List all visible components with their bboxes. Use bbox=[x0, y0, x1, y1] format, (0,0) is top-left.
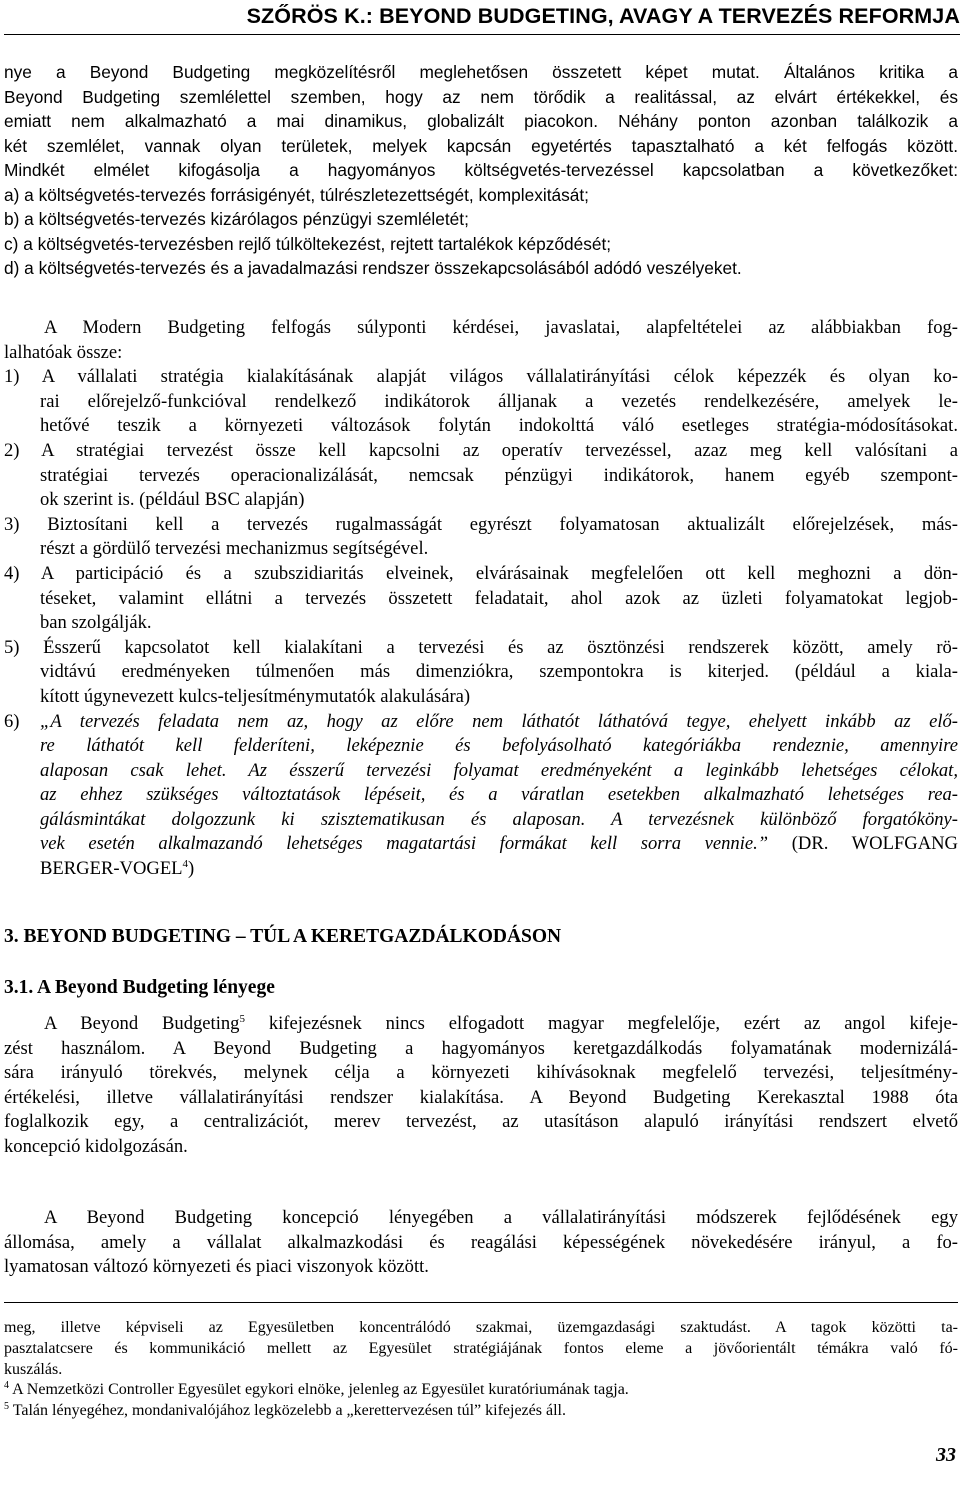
text-line: ok szerint is. (például BSC alapján) bbox=[40, 489, 305, 511]
body-paragraph-2 bbox=[4, 1206, 958, 1280]
text-line: vidtávú eredményeken túlmenően más dimenziókra, szempontokra is kiterjed. (például a kiala- bbox=[40, 661, 958, 683]
section-heading: 3. BEYOND BUDGETING – TÚL A KERETGAZDÁLKODÁSON bbox=[4, 926, 562, 947]
text-line: két szemlélet, vannak olyan területek, melyek kapcsán egyetértés tapasztalható a két felfogás között. bbox=[4, 135, 958, 156]
text-span: A Beyond Budgeting bbox=[44, 1013, 240, 1034]
footnote-text: A Nemzetközi Controller Egyesület egykori elnöke, jelenleg az Egyesület kuratóriumának tagja. bbox=[9, 1381, 629, 1399]
text-line: lyamatosan változó környezeti és piaci viszonyok között. bbox=[4, 1256, 429, 1278]
quote-line bbox=[4, 832, 958, 857]
header-rule bbox=[4, 34, 960, 35]
text-line: Beyond Budgeting szemlélettel szemben, hogy az nem törődik a realitással, az elvárt értékekkel, és bbox=[4, 86, 958, 107]
footnote-mark: 5 bbox=[4, 1401, 9, 1413]
text-span: kifejezésnek nincs elfogadott magyar megfelelője, ezért az angol kifeje- bbox=[244, 1013, 958, 1034]
footnote-4 bbox=[4, 1380, 958, 1401]
quote-line: re láthatót kell felderíteni, leképeznie és befolyásolható kategóriákba rendeznie, amennyire bbox=[40, 735, 958, 757]
page-number: 33 bbox=[936, 1444, 956, 1466]
footnote-mark: 4 bbox=[4, 1380, 9, 1392]
list-item-1: 1) A vállalati stratégia kialakításának alapját világos vállalatirányítási célok képezzék és olyan ko- bbox=[4, 366, 958, 388]
criticism-item-d: d) a költségvetés-tervezés és a javadalmazási rendszer összekapcsolásából adódó veszélyeket. bbox=[4, 258, 742, 279]
body-paragraph-1 bbox=[4, 1012, 958, 1160]
text-line: hetővé teszik a környezeti változások folytán indokolttá váló esetleges stratégia-módosításokat. bbox=[40, 415, 958, 437]
list-item-3: 3) Biztosítani kell a tervezés rugalmasságát egyrészt folyamatosan aktualizált előrejelzések, más- bbox=[4, 513, 958, 535]
quote-line: „A tervezés feladata nem az, hogy az előre nem láthatót láthatóvá tegye, ehelyett inkább az elő- bbox=[40, 710, 958, 732]
text-line: értékelési, illetve vállalatirányítási rendszer kialakítása. A Beyond Budgeting Kerekasztal 1988 óta bbox=[4, 1086, 958, 1108]
footnote-line: kuszálás. bbox=[4, 1360, 63, 1378]
text-line: ban szolgálják. bbox=[40, 612, 152, 634]
closing-paren: ) bbox=[188, 858, 195, 880]
quote-author-surname: BERGER-VOGEL bbox=[40, 858, 183, 880]
text-line: foglalkozik egy, a centralizációt, merev tervezést, az utasításon alapuló irányítási rendszert elvető bbox=[4, 1111, 958, 1133]
text-line: kított úgynevezett kulcs-teljesítménymutatók alakulására) bbox=[40, 685, 471, 707]
footnote-ref[interactable]: 5 bbox=[239, 1013, 245, 1025]
quote-author-name: (DR. WOLFGANG bbox=[768, 833, 958, 855]
criticism-item-c: c) a költségvetés-tervezésben rejlő túlköltekezést, rejtett tartalékok képződését; bbox=[4, 233, 612, 254]
modern-budgeting-section bbox=[4, 316, 958, 882]
running-header: SZŐRÖS K.: BEYOND BUDGETING, AVAGY A TERVEZÉS REFORMJA bbox=[246, 4, 960, 28]
list-item-6 bbox=[4, 710, 958, 882]
text-line: A Beyond Budgeting koncepció lényegében a vállalatirányítási módszerek fejlődésének egy bbox=[44, 1207, 958, 1228]
criticism-item-b: b) a költségvetés-tervezés kizárólagos pénzügyi szemléletét; bbox=[4, 209, 469, 230]
list-item-5: 5) Ésszerű kapcsolatot kell kialakítani a tervezési és az ösztönzési rendszerek között, amely rö- bbox=[4, 636, 958, 658]
quote-line: az ehhez szükséges változtatások lépéseit, és a váratlan esetekben alkalmazható lehetséges rea- bbox=[40, 784, 958, 806]
text-line: emiatt nem alkalmazható a mai dinamikus, globalizált piacokon. Néhány ponton azonban találkozik a bbox=[4, 111, 958, 132]
list-item-2: 2) A stratégiai tervezést össze kell kapcsolni az operatív tervezéssel, azaz meg kell valósítani a bbox=[4, 439, 958, 461]
list-item-4: 4) A participáció és a szubszidiaritás elveinek, elvárásainak megfelelően ott kell meghozni a dön- bbox=[4, 562, 958, 584]
text-line: lalhatóak össze: bbox=[4, 341, 123, 363]
text-line: rai előrejelző-funkcióval rendelkező indikátorok álljanak a vezetés rendelkezésére, amelyek le- bbox=[40, 390, 958, 412]
text-line: zést használom. A Beyond Budgeting a hagyományos keretgazdálkodás folyamatának modernizálá- bbox=[4, 1037, 958, 1059]
footnote-rule bbox=[4, 1302, 958, 1303]
criticism-item-a: a) a költségvetés-tervezés forrásigényét, túlrészletezettségét, komplexitását; bbox=[4, 184, 589, 205]
footnote-ref[interactable]: 4 bbox=[182, 858, 189, 871]
quote-text: vek esetén alkalmazandó lehetséges magatartási formákat kell sorra vennie.” bbox=[40, 833, 769, 855]
text-line: nye a Beyond Budgeting megközelítésről meglehetősen összetett képet mutat. Általános kritika a bbox=[4, 62, 958, 82]
text-line: sára irányuló törekvés, melynek célja a környezeti kihívásoknak megfelelő tervezési, teljesítmény- bbox=[4, 1062, 958, 1084]
text-line: állomása, amely a vállalat alkalmazkodási és reagálási képességének növekedésére irányul, a fo- bbox=[4, 1231, 958, 1253]
text-line: részt a gördülő tervezési mechanizmus segítségével. bbox=[40, 538, 429, 560]
quote-line: alaposan csak lehet. Az ésszerű tervezési folyamat eredményeként a leginkább lehetséges célokat, bbox=[40, 759, 958, 781]
list-marker: 6) bbox=[4, 710, 20, 732]
footnote-line: meg, illetve képviseli az Egyesületben koncentrálódó szakmai, üzemgazdasági szaktudást. A tagok közötti ta- bbox=[4, 1319, 958, 1336]
text-line: stratégiai tervezés operacionalizálását, nemcsak pénzügyi indikátorok, hanem egyéb szempont- bbox=[40, 464, 958, 486]
intro-paragraph bbox=[4, 60, 958, 281]
footnote-line: pasztalatcsere és kommunikáció mellett az Egyesület stratégiájának fontos eleme a jövőorientált témákra való fó- bbox=[4, 1339, 958, 1357]
footnotes bbox=[4, 1318, 958, 1422]
text-line bbox=[4, 1012, 958, 1037]
text-line: téseket, valamint ellátni a tervezés összetett feladatait, ahol azok az üzleti folyamatokat legjob- bbox=[40, 587, 958, 609]
subsection-heading: 3.1. A Beyond Budgeting lényege bbox=[4, 977, 275, 998]
text-line: koncepció kidolgozásán. bbox=[4, 1135, 188, 1157]
quote-author-line bbox=[4, 857, 958, 882]
footnote-5 bbox=[4, 1401, 958, 1422]
quote-line: gálásmintákat dolgozzunk ki szisztematikusan és alaposan. A tervezésnek különböző forgatóköny- bbox=[40, 808, 958, 830]
text-line: A Modern Budgeting felfogás súlyponti kérdései, javaslatai, alapfeltételei az alábbiakban fog- bbox=[44, 317, 958, 338]
footnote-text: Talán lényegéhez, mondanivalójához legközelebb a „kerettervezésen túl” kifejezés áll. bbox=[9, 1402, 566, 1420]
text-line: Mindkét elmélet kifogásolja a hagyományos költségvetés-tervezéssel kapcsolatban a következőket: bbox=[4, 160, 958, 181]
